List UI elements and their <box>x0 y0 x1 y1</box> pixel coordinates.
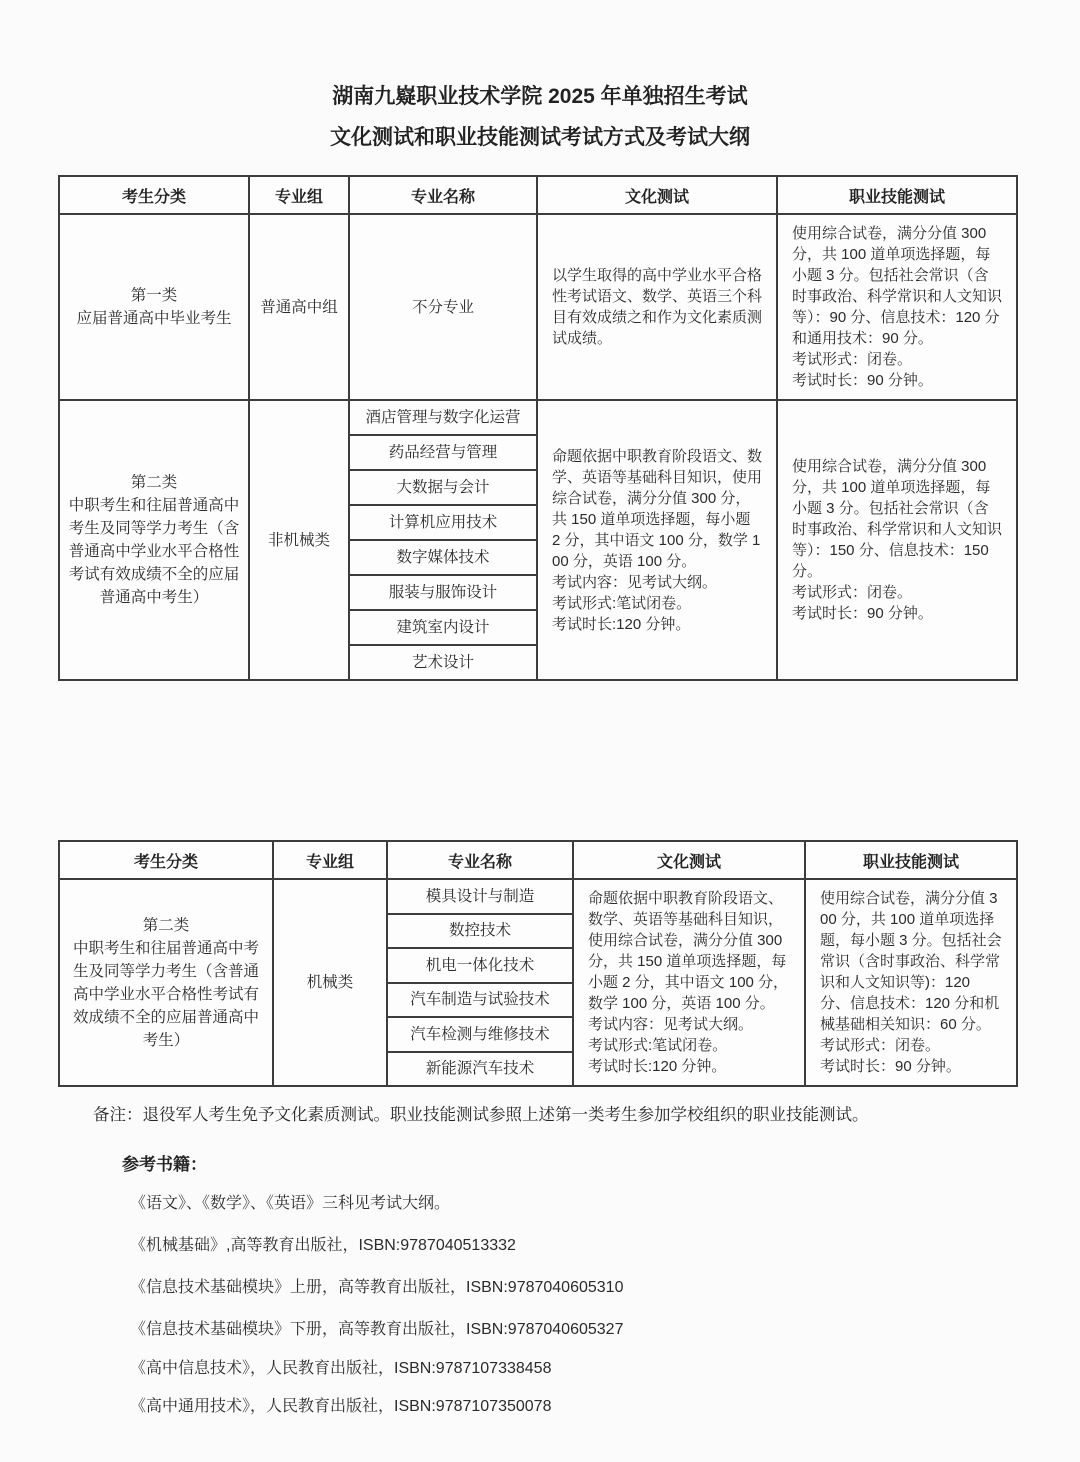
header-culture-test: 文化测试 <box>573 841 805 879</box>
cell-major: 模具设计与制造 <box>387 879 573 914</box>
culture-test-2-duration: 考试时长:120 分钟。 <box>552 615 691 633</box>
cell-major: 药品经营与管理 <box>349 435 537 470</box>
table1-header-row <box>59 176 1017 214</box>
exam-table-general <box>58 175 1018 681</box>
reference-book: 《高中信息技术》，人民教育出版社，ISBN:9787107338458 <box>130 1360 552 1377</box>
cell-skill-test-1 <box>777 214 1017 400</box>
culture-test-mech-duration: 考试时长:120 分钟。 <box>588 1058 727 1075</box>
category-1-title: 第一类 <box>130 287 178 304</box>
skill-test-2-duration: 考试时长：90 分钟。 <box>792 605 933 622</box>
category-2-title: 第二类 <box>130 474 178 491</box>
category-2-desc: 中职考生和往届普通高中考生及同等学力考生（含普通高中学业水平合格性考试有效成绩不全的应届普通高中考生） <box>68 497 240 606</box>
cell-major: 数控技术 <box>387 914 573 949</box>
culture-test-mech-content: 考试内容：见考试大纲。 <box>588 1016 754 1033</box>
skill-test-1-line: 使用综合试卷，满分分值 300 分，共 100 道单项选择题，每小题 3 分。包括社会常识（含时事政治、科学常识和人文知识等）：90 分、信息技术：120 分和通用技术：90 分。 <box>792 225 1003 347</box>
cell-major: 建筑室内设计 <box>349 610 537 645</box>
skill-test-1-duration: 考试时长：90 分钟。 <box>792 372 933 389</box>
reference-book: 《高中通用技术》，人民教育出版社，ISBN:9787107350078 <box>130 1398 552 1415</box>
references-heading: 参考书籍： <box>122 1155 207 1174</box>
reference-book: 《语文》、《数学》、《英语》三科见考试大纲。 <box>130 1195 451 1212</box>
cell-major: 数字媒体技术 <box>349 540 537 575</box>
header-skill-test: 职业技能测试 <box>805 841 1017 879</box>
table2-header-row <box>59 841 1017 879</box>
cell-skill-test-mech <box>805 879 1017 1086</box>
table1-row-category1 <box>59 214 1017 400</box>
cell-major: 艺术设计 <box>349 645 537 680</box>
header-candidate-category: 考生分类 <box>59 841 273 879</box>
header-major-name: 专业名称 <box>349 176 537 214</box>
title-line-2: 文化测试和职业技能测试考试方式及考试大纲 <box>330 126 750 149</box>
culture-test-2-form: 考试形式:笔试闭卷。 <box>552 594 692 612</box>
skill-test-1-form: 考试形式：闭卷。 <box>792 351 913 368</box>
skill-test-2-form: 考试形式：闭卷。 <box>792 584 913 601</box>
cell-group-mechanical: 机械类 <box>273 879 387 1086</box>
skill-test-2-line: 使用综合试卷，满分分值 300 分，共 100 道单项选择题，每小题 3 分。包括社会常识（含时事政治、科学常识和人文知识等）：150 分、信息技术：150 分。 <box>792 458 1003 580</box>
culture-test-mech-line: 命题依据中职教育阶段语文、数学、英语等基础科目知识，使用综合试卷，满分分值 300 分，共 150 道单项选择题，每小题 2 分，其中语文 100 分，数学 100 分，英语 100 分。 <box>588 890 789 1012</box>
reference-book: 《信息技术基础模块》上册，高等教育出版社，ISBN:9787040605310 <box>130 1279 624 1296</box>
header-skill-test: 职业技能测试 <box>777 176 1017 214</box>
cell-culture-test-1 <box>537 214 777 400</box>
cell-culture-test-mech <box>573 879 805 1086</box>
header-candidate-category: 考生分类 <box>59 176 249 214</box>
cell-category-2 <box>59 400 249 680</box>
category-1-desc: 应届普通高中毕业考生 <box>76 310 232 327</box>
cell-category-2-mech <box>59 879 273 1086</box>
cell-major: 计算机应用技术 <box>349 505 537 540</box>
reference-book: 《信息技术基础模块》下册，高等教育出版社，ISBN:9787040605327 <box>130 1321 624 1338</box>
header-major-group: 专业组 <box>249 176 349 214</box>
culture-test-mech-form: 考试形式:笔试闭卷。 <box>588 1037 728 1054</box>
remark-note: 备注：退役军人考生免予文化素质测试。职业技能测试参照上述第一类考生参加学校组织的职业技能测试。 <box>93 1106 869 1124</box>
skill-test-mech-duration: 考试时长：90 分钟。 <box>820 1058 961 1075</box>
cell-major: 汽车检测与维修技术 <box>387 1017 573 1052</box>
culture-test-2-line: 命题依据中职教育阶段语文、数学、英语等基础科目知识，使用综合试卷，满分分值 300 分，共 150 道单项选择题，每小题 2 分，其中语文 100 分，数学 100 分，英语 100 分。 <box>552 447 763 570</box>
title-line-1: 湖南九嶷职业技术学院 2025 年单独招生考试 <box>332 85 748 108</box>
cell-culture-test-2 <box>537 400 777 680</box>
cell-skill-test-2 <box>777 400 1017 680</box>
cell-group-nonmechanical: 非机械类 <box>249 400 349 680</box>
cell-category-1 <box>59 214 249 400</box>
cell-major-none: 不分专业 <box>349 214 537 400</box>
table1-row-category2 <box>59 400 1017 435</box>
skill-test-mech-form: 考试形式：闭卷。 <box>820 1037 941 1054</box>
header-major-name: 专业名称 <box>387 841 573 879</box>
cell-major: 新能源汽车技术 <box>387 1052 573 1087</box>
skill-test-mech-line: 使用综合试卷，满分分值 300 分，共 100 道单项选择题，每小题 3 分。包括社会常识（含时事政治、科学常识和人文知识等)：120 分、信息技术：120 分和机械基础相关知识：60 分。 <box>820 890 1002 1033</box>
cell-major: 服装与服饰设计 <box>349 575 537 610</box>
header-culture-test: 文化测试 <box>537 176 777 214</box>
exam-table-mechanical <box>58 840 1018 1087</box>
header-major-group: 专业组 <box>273 841 387 879</box>
culture-test-2-content: 考试内容：见考试大纲。 <box>552 573 718 591</box>
culture-test-1-text: 以学生取得的高中学业水平合格性考试语文、数学、英语三个科目有效成绩之和作为文化素质测试成绩。 <box>552 267 763 347</box>
document-title <box>0 84 1080 151</box>
cell-major: 汽车制造与试验技术 <box>387 983 573 1018</box>
cell-major: 大数据与会计 <box>349 470 537 505</box>
cell-group-general-hs: 普通高中组 <box>249 214 349 400</box>
cell-major: 酒店管理与数字化运营 <box>349 400 537 435</box>
category-2-desc: 中职考生和往届普通高中考生及同等学力考生（含普通高中学业水平合格性考试有效成绩不全的应届普通高中考生） <box>72 939 259 1049</box>
category-2-title: 第二类 <box>142 916 190 934</box>
table2-row-category2 <box>59 879 1017 914</box>
cell-major: 机电一体化技术 <box>387 948 573 983</box>
reference-book: 《机械基础》,高等教育出版社，ISBN:9787040513332 <box>130 1237 516 1254</box>
